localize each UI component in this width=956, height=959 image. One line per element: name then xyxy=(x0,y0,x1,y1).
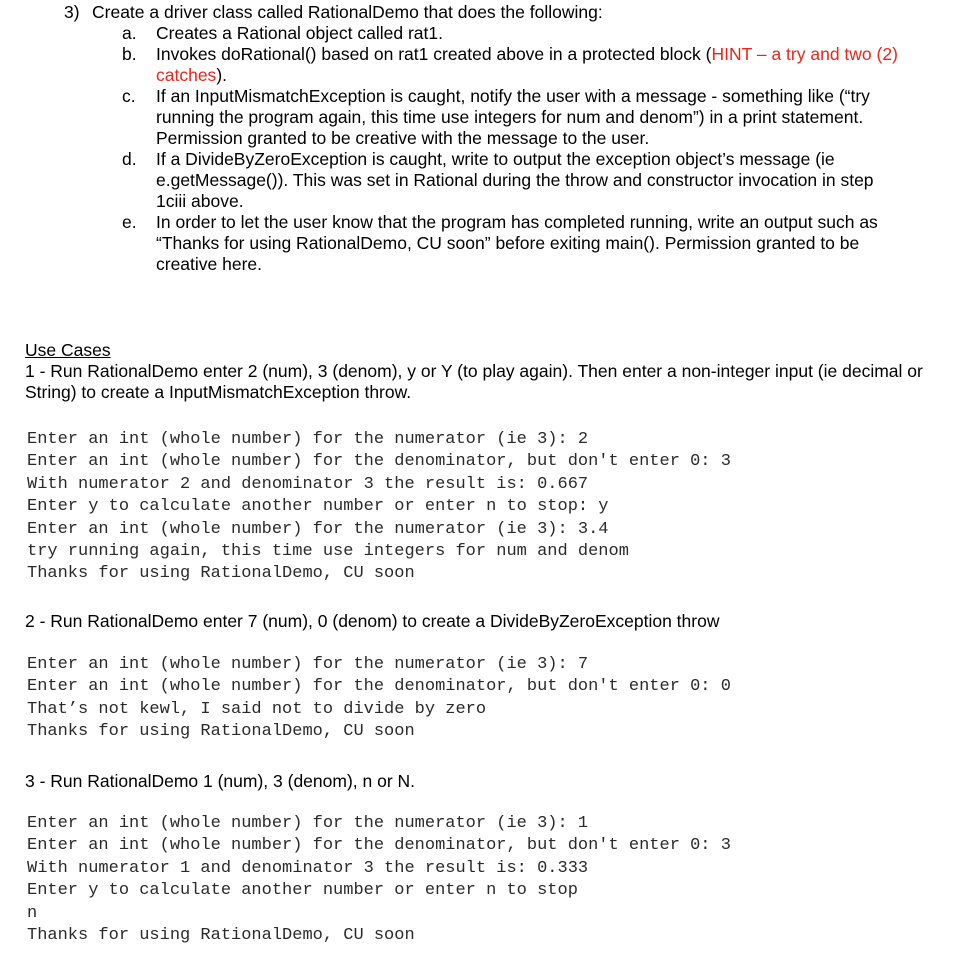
console-line: Enter an int (whole number) for the numerator (ie 3): 3.4 xyxy=(27,519,609,539)
console-line: Thanks for using RationalDemo, CU soon xyxy=(27,564,415,584)
console-line: Enter an int (whole number) for the numerator (ie 3): 2 xyxy=(27,430,589,449)
item-text: If an InputMismatchException is caught, notify the user with a message - something like (“try running the program again, this time use integers for num and denom”) in a print statement. Permission granted to be creative with the message to the user. xyxy=(156,86,870,148)
item-text: If a DivideByZeroException is caught, write to output the exception object’s message (ie e.getMessage()). This was set in Rational during the throw and constructor invocation in step 1ciii above. xyxy=(156,149,874,211)
hint-text: HINT – a try and two (2) catches xyxy=(156,44,898,85)
case3-description: 3 - Run RationalDemo 1 (num), 3 (denom), n or N. xyxy=(25,771,416,791)
console-line: Thanks for using RationalDemo, CU soon xyxy=(27,926,415,946)
task-heading xyxy=(64,2,603,23)
case2-console-output xyxy=(27,654,731,744)
console-line: Enter an int (whole number) for the numerator (ie 3): 1 xyxy=(27,814,589,833)
item-text-end: ). xyxy=(216,65,228,85)
task-number: 3) xyxy=(64,2,80,22)
console-line: Enter an int (whole number) for the denominator, but don't enter 0: 0 xyxy=(27,677,731,697)
item-letter: a. xyxy=(122,23,137,43)
item-letter: e. xyxy=(122,212,137,232)
case2-description: 2 - Run RationalDemo enter 7 (num), 0 (denom) to create a DivideByZeroException throw xyxy=(25,611,720,631)
case1-console-output xyxy=(27,429,731,586)
case1-description: 1 - Run RationalDemo enter 2 (num), 3 (denom), y or Y (to play again). Then enter a non-integer input (ie decimal or String) to create a InputMismatchException throw. xyxy=(25,361,923,402)
list-item-b xyxy=(122,44,902,86)
console-line: That’s not kewl, I said not to divide by zero xyxy=(27,699,487,719)
console-line: Enter an int (whole number) for the denominator, but don't enter 0: 3 xyxy=(27,452,731,472)
console-line: Enter an int (whole number) for the numerator (ie 3): 7 xyxy=(27,655,589,674)
console-line: With numerator 1 and denominator 3 the result is: 0.333 xyxy=(27,858,589,878)
console-line: try running again, this time use integers for num and denom xyxy=(27,542,629,562)
list-item-d xyxy=(122,149,902,212)
item-text: Creates a Rational object called rat1. xyxy=(156,23,443,43)
task-heading-text: Create a driver class called RationalDemo that does the following: xyxy=(92,2,603,22)
item-letter: d. xyxy=(122,149,137,169)
console-line: n xyxy=(27,903,38,923)
console-line: Enter y to calculate another number or enter n to stop: y xyxy=(27,497,609,517)
list-item-c xyxy=(122,86,902,149)
item-text: In order to let the user know that the program has completed running, write an output such as “Thanks for using RationalDemo, CU soon” before exiting main(). Permission granted to be creative here. xyxy=(156,212,878,274)
list-item-a xyxy=(122,23,902,44)
list-item-e xyxy=(122,212,902,275)
case3-console-output xyxy=(27,813,731,947)
item-letter: b. xyxy=(122,44,137,64)
item-letter: c. xyxy=(122,86,136,106)
task-3 xyxy=(64,2,603,23)
use-cases-intro xyxy=(25,340,925,403)
task-items-list xyxy=(122,23,902,275)
item-text: Invokes doRational() based on rat1 created above in a protected block ( xyxy=(156,44,712,64)
console-line: Enter an int (whole number) for the denominator, but don't enter 0: 3 xyxy=(27,836,731,856)
console-line: Thanks for using RationalDemo, CU soon xyxy=(27,722,415,742)
console-line: With numerator 2 and denominator 3 the result is: 0.667 xyxy=(27,474,589,494)
use-cases-title: Use Cases xyxy=(25,340,111,360)
console-line: Enter y to calculate another number or enter n to stop xyxy=(27,881,578,901)
